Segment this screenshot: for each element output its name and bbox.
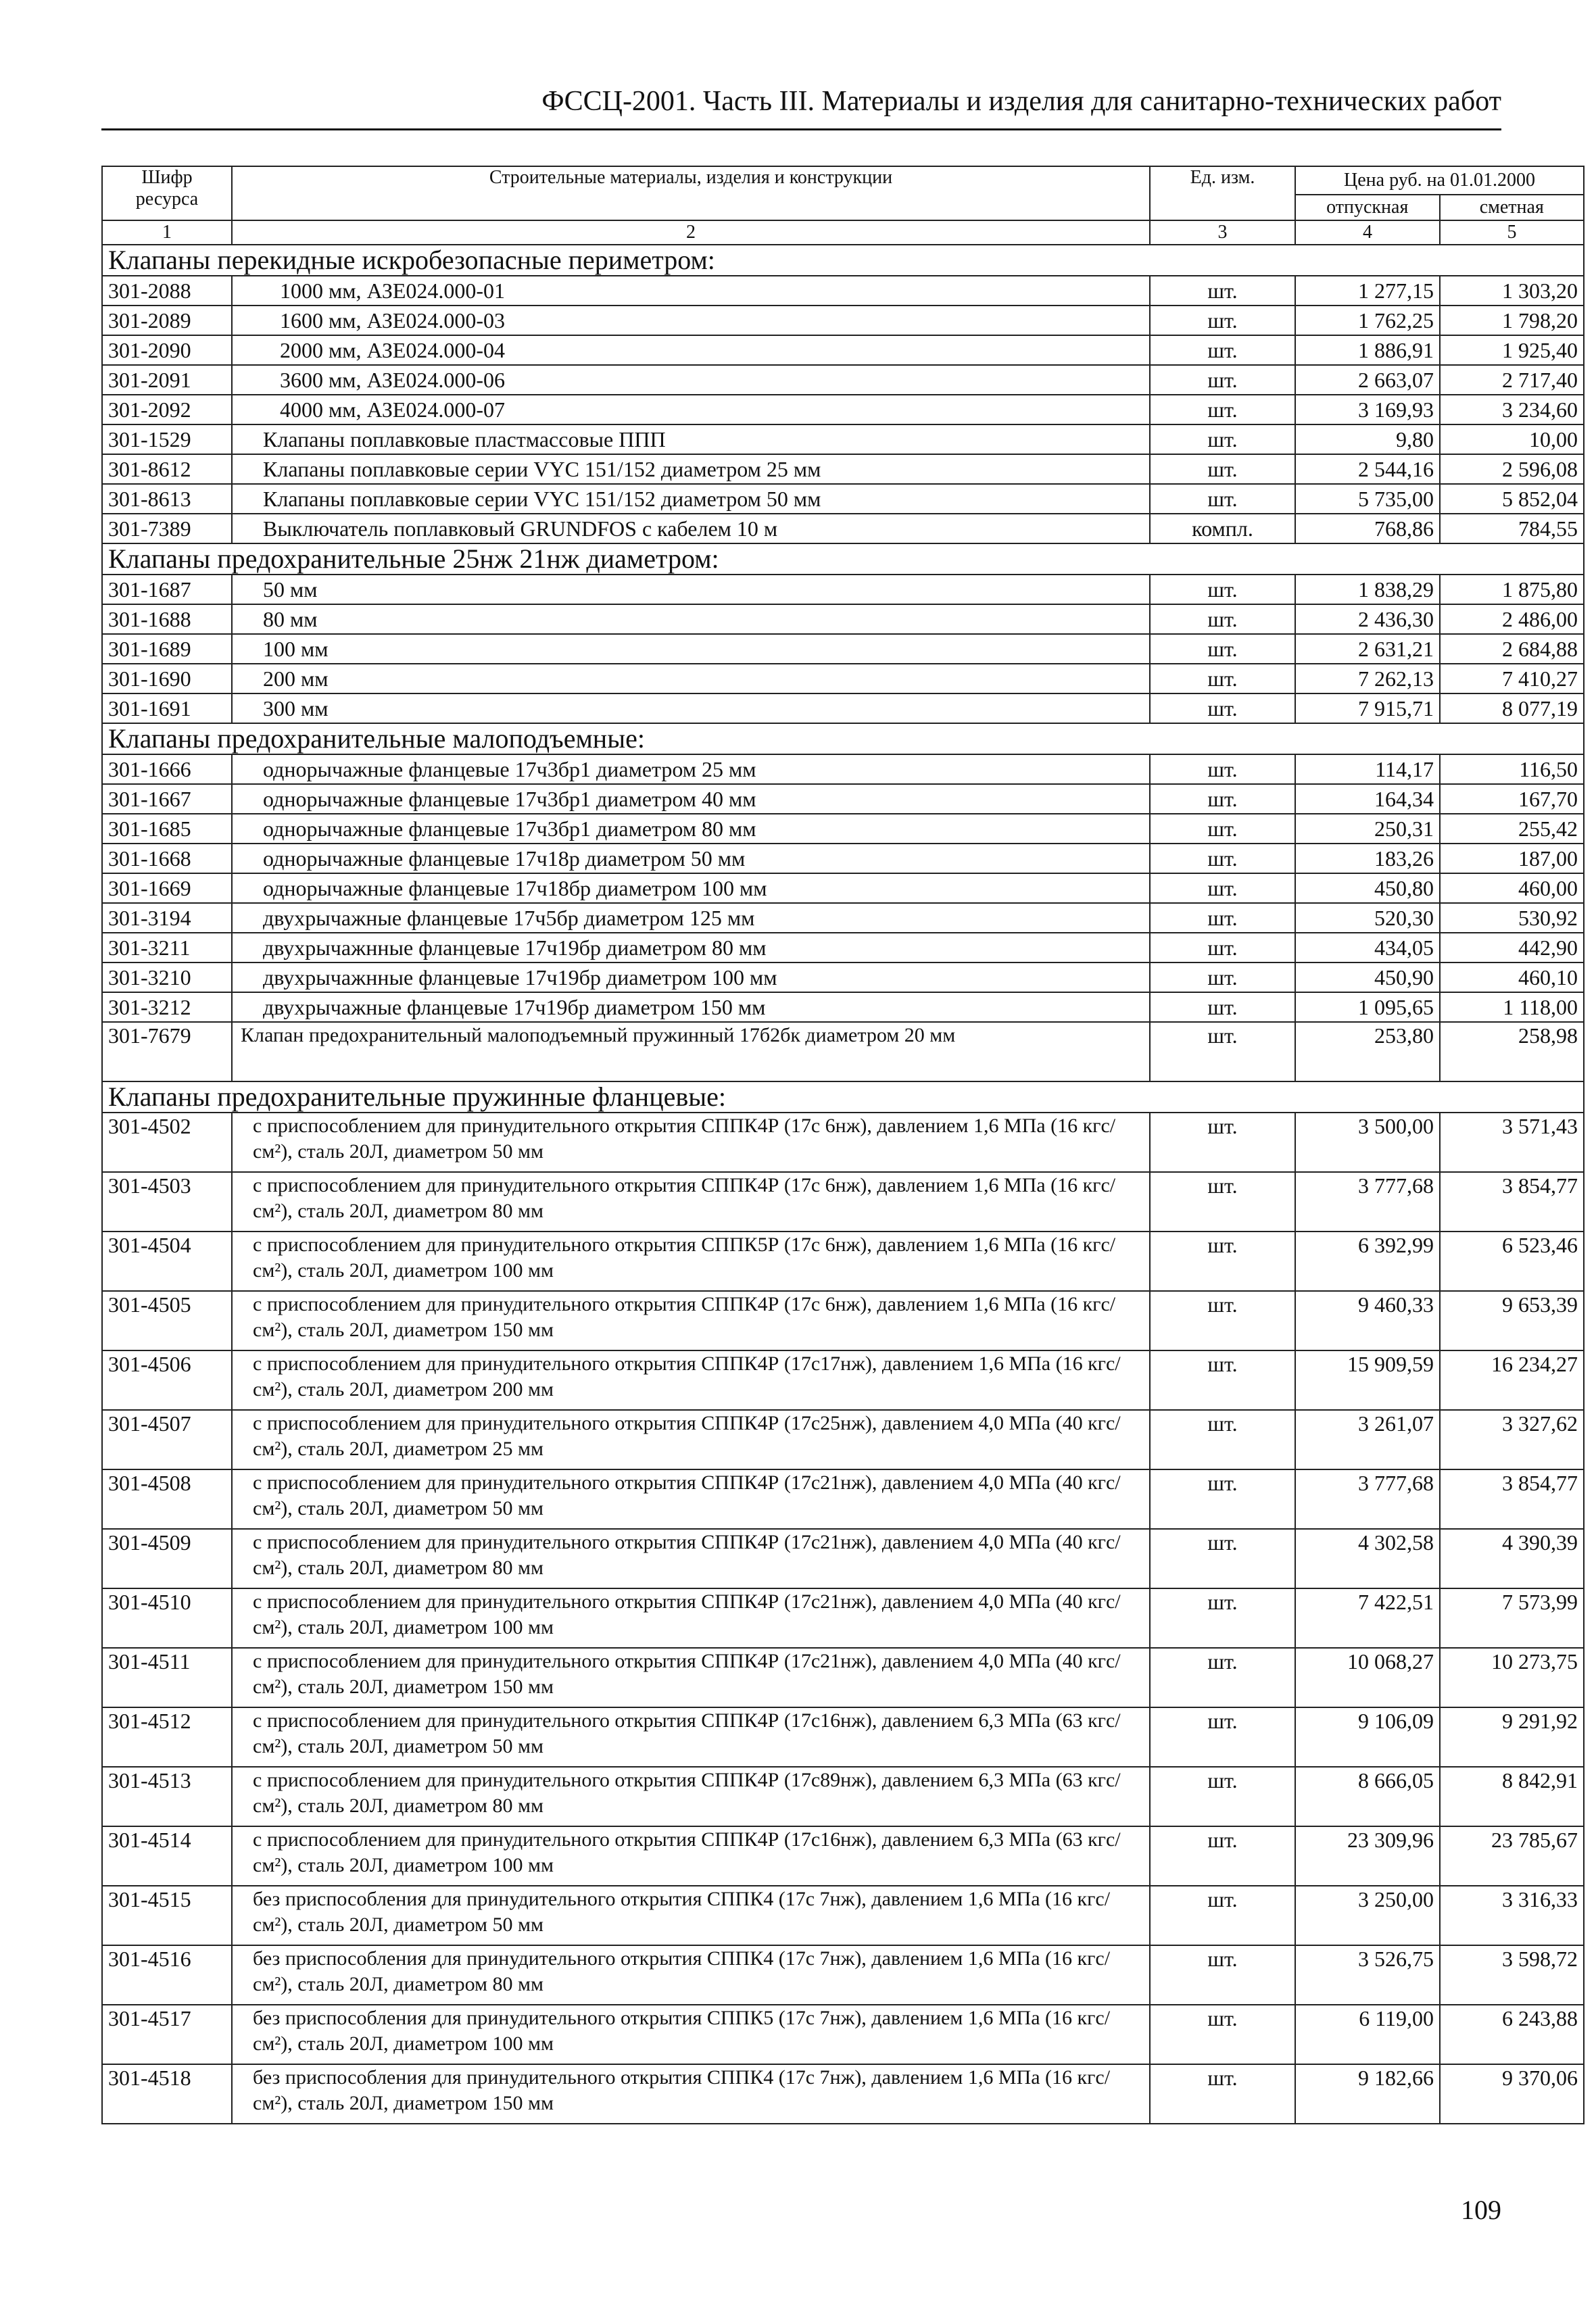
estimate-price: 530,92	[1440, 903, 1584, 933]
material-name: Клапаны поплавковые серии VYC 151/152 диаметром 50 мм	[232, 484, 1150, 514]
col-header-unit: Ед. изм.	[1150, 166, 1295, 220]
col-number: 4	[1295, 220, 1440, 245]
material-name: однорычажные фланцевые 17ч3бр1 диаметром 40 мм	[232, 784, 1150, 814]
resource-code: 301-4513	[102, 1767, 232, 1826]
unit-of-measure: шт.	[1150, 1648, 1295, 1707]
release-price: 253,80	[1295, 1022, 1440, 1081]
estimate-price: 2 684,88	[1440, 634, 1584, 664]
table-row	[102, 1410, 1584, 1469]
table-row	[102, 1886, 1584, 1945]
unit-of-measure: шт.	[1150, 306, 1295, 335]
material-name: 4000 мм, АЗЕ024.000-07	[232, 395, 1150, 424]
material-name: 3600 мм, АЗЕ024.000-06	[232, 365, 1150, 395]
resource-code: 301-1691	[102, 693, 232, 723]
table-row	[102, 1529, 1584, 1588]
col-number: 5	[1440, 220, 1584, 245]
material-name: с приспособлением для принудительного открытия СППК4Р (17с21нж), давлением 4,0 МПа (40 кгс/см²), сталь 20Л, диаметром 80 мм	[232, 1529, 1150, 1588]
material-name: двухрычажные фланцевые 17ч5бр диаметром 125 мм	[232, 903, 1150, 933]
table-row	[102, 784, 1584, 814]
table-row	[102, 1469, 1584, 1529]
table-row	[102, 1172, 1584, 1232]
release-price: 1 762,25	[1295, 306, 1440, 335]
material-name: однорычажные фланцевые 17ч18бр диаметром 100 мм	[232, 873, 1150, 903]
release-price: 3 169,93	[1295, 395, 1440, 424]
unit-of-measure: шт.	[1150, 1469, 1295, 1529]
unit-of-measure: шт.	[1150, 335, 1295, 365]
estimate-price: 3 854,77	[1440, 1469, 1584, 1529]
unit-of-measure: шт.	[1150, 424, 1295, 454]
unit-of-measure: шт.	[1150, 962, 1295, 992]
table-row	[102, 1826, 1584, 1886]
release-price: 520,30	[1295, 903, 1440, 933]
estimate-price: 2 717,40	[1440, 365, 1584, 395]
col-number: 2	[232, 220, 1150, 245]
unit-of-measure: шт.	[1150, 276, 1295, 306]
unit-of-measure: шт.	[1150, 1350, 1295, 1410]
release-price: 450,90	[1295, 962, 1440, 992]
table-row	[102, 933, 1584, 962]
table-row	[102, 306, 1584, 335]
unit-of-measure: шт.	[1150, 604, 1295, 634]
material-name: с приспособлением для принудительного открытия СППК4Р (17с21нж), давлением 4,0 МПа (40 кгс/см²), сталь 20Л, диаметром 50 мм	[232, 1469, 1150, 1529]
unit-of-measure: шт.	[1150, 1113, 1295, 1172]
release-price: 164,34	[1295, 784, 1440, 814]
material-name: Клапаны поплавковые пластмассовые ППП	[232, 424, 1150, 454]
col-number: 1	[102, 220, 232, 245]
material-name: с приспособлением для принудительного открытия СППК5Р (17с 6нж), давлением 1,6 МПа (16 кгс/см²), сталь 20Л, диаметром 100 мм	[232, 1232, 1150, 1291]
resource-code: 301-4504	[102, 1232, 232, 1291]
table-row	[102, 903, 1584, 933]
resource-code: 301-1689	[102, 634, 232, 664]
release-price: 3 777,68	[1295, 1172, 1440, 1232]
unit-of-measure: шт.	[1150, 1588, 1295, 1648]
resource-code: 301-4510	[102, 1588, 232, 1648]
unit-of-measure: шт.	[1150, 664, 1295, 693]
release-price: 2 544,16	[1295, 454, 1440, 484]
release-price: 183,26	[1295, 844, 1440, 873]
material-name: Клапан предохранительный малоподъемный пружинный 17б2бк диаметром 20 мм	[232, 1022, 1150, 1081]
resource-code: 301-8612	[102, 454, 232, 484]
resource-code: 301-2091	[102, 365, 232, 395]
material-name: с приспособлением для принудительного открытия СППК4Р (17с89нж), давлением 6,3 МПа (63 кгс/см²), сталь 20Л, диаметром 80 мм	[232, 1767, 1150, 1826]
estimate-price: 2 596,08	[1440, 454, 1584, 484]
column-number-row	[102, 220, 1584, 245]
material-name: с приспособлением для принудительного открытия СППК4Р (17с 6нж), давлением 1,6 МПа (16 кгс/см²), сталь 20Л, диаметром 50 мм	[232, 1113, 1150, 1172]
resource-code: 301-4518	[102, 2064, 232, 2124]
unit-of-measure: шт.	[1150, 634, 1295, 664]
table-row	[102, 2064, 1584, 2124]
col-header-estimate-price: сметная	[1479, 197, 1544, 218]
unit-of-measure: шт.	[1150, 1022, 1295, 1081]
estimate-price: 10,00	[1440, 424, 1584, 454]
release-price: 3 250,00	[1295, 1886, 1440, 1945]
material-name: 100 мм	[232, 634, 1150, 664]
material-name: 1600 мм, АЗЕ024.000-03	[232, 306, 1150, 335]
material-name: с приспособлением для принудительного открытия СППК4Р (17с21нж), давлением 4,0 МПа (40 кгс/см²), сталь 20Л, диаметром 100 мм	[232, 1588, 1150, 1648]
resource-code: 301-3210	[102, 962, 232, 992]
material-name: без приспособления для принудительного открытия СППК4 (17с 7нж), давлением 1,6 МПа (16 кгс/см²), сталь 20Л, диаметром 150 мм	[232, 2064, 1150, 2124]
table-row	[102, 276, 1584, 306]
material-name: без приспособления для принудительного открытия СППК4 (17с 7нж), давлением 1,6 МПа (16 кгс/см²), сталь 20Л, диаметром 50 мм	[232, 1886, 1150, 1945]
estimate-price: 3 854,77	[1440, 1172, 1584, 1232]
resource-code: 301-2088	[102, 276, 232, 306]
resource-code: 301-4508	[102, 1469, 232, 1529]
resource-code: 301-2092	[102, 395, 232, 424]
estimate-price: 187,00	[1440, 844, 1584, 873]
estimate-price: 1 798,20	[1440, 306, 1584, 335]
estimate-price: 9 370,06	[1440, 2064, 1584, 2124]
unit-of-measure: компл.	[1150, 514, 1295, 543]
estimate-price: 7 410,27	[1440, 664, 1584, 693]
estimate-price: 8 842,91	[1440, 1767, 1584, 1826]
release-price: 5 735,00	[1295, 484, 1440, 514]
table-row	[102, 514, 1584, 543]
unit-of-measure: шт.	[1150, 2064, 1295, 2124]
material-name: двухрычажнные фланцевые 17ч19бр диаметром 100 мм	[232, 962, 1150, 992]
resource-code: 301-4507	[102, 1410, 232, 1469]
page-number: 109	[1461, 2195, 1501, 2225]
table-row	[102, 1648, 1584, 1707]
material-name: без приспособления для принудительного открытия СППК4 (17с 7нж), давлением 1,6 МПа (16 кгс/см²), сталь 20Л, диаметром 80 мм	[232, 1945, 1150, 2005]
resource-code: 301-4502	[102, 1113, 232, 1172]
table-row	[102, 814, 1584, 844]
unit-of-measure: шт.	[1150, 395, 1295, 424]
table-row	[102, 992, 1584, 1022]
unit-of-measure: шт.	[1150, 1767, 1295, 1826]
estimate-price: 258,98	[1440, 1022, 1584, 1081]
unit-of-measure: шт.	[1150, 1291, 1295, 1350]
release-price: 2 436,30	[1295, 604, 1440, 634]
section-header-row	[102, 1081, 1584, 1113]
release-price: 4 302,58	[1295, 1529, 1440, 1588]
estimate-price: 460,10	[1440, 962, 1584, 992]
col-header-name: Строительные материалы, изделия и конструкции	[232, 166, 1150, 220]
unit-of-measure: шт.	[1150, 1826, 1295, 1886]
release-price: 9 460,33	[1295, 1291, 1440, 1350]
release-price: 768,86	[1295, 514, 1440, 543]
estimate-price: 3 316,33	[1440, 1886, 1584, 1945]
material-name: однорычажные фланцевые 17ч18р диаметром 50 мм	[232, 844, 1150, 873]
release-price: 7 262,13	[1295, 664, 1440, 693]
estimate-price: 255,42	[1440, 814, 1584, 844]
material-name: с приспособлением для принудительного открытия СППК4Р (17с 6нж), давлением 1,6 МПа (16 кгс/см²), сталь 20Л, диаметром 80 мм	[232, 1172, 1150, 1232]
resource-code: 301-1529	[102, 424, 232, 454]
resource-code: 301-8613	[102, 484, 232, 514]
col-header-code: Шифр ресурса	[102, 166, 232, 220]
release-price: 1 886,91	[1295, 335, 1440, 365]
material-name: с приспособлением для принудительного открытия СППК4Р (17с16нж), давлением 6,3 МПа (63 кгс/см²), сталь 20Л, диаметром 50 мм	[232, 1707, 1150, 1767]
estimate-price: 4 390,39	[1440, 1529, 1584, 1588]
material-name: двухрычажные фланцевые 17ч19бр диаметром 150 мм	[232, 992, 1150, 1022]
header-rule	[101, 128, 1501, 130]
unit-of-measure: шт.	[1150, 992, 1295, 1022]
table-row	[102, 2005, 1584, 2064]
table-row	[102, 754, 1584, 784]
table-row	[102, 365, 1584, 395]
estimate-price: 5 852,04	[1440, 484, 1584, 514]
section-header-row	[102, 723, 1584, 754]
unit-of-measure: шт.	[1150, 575, 1295, 604]
resource-code: 301-7389	[102, 514, 232, 543]
estimate-price: 460,00	[1440, 873, 1584, 903]
resource-code: 301-1668	[102, 844, 232, 873]
unit-of-measure: шт.	[1150, 844, 1295, 873]
release-price: 450,80	[1295, 873, 1440, 903]
material-name: 1000 мм, АЗЕ024.000-01	[232, 276, 1150, 306]
release-price: 9 182,66	[1295, 2064, 1440, 2124]
table-row	[102, 693, 1584, 723]
estimate-price: 3 598,72	[1440, 1945, 1584, 2005]
material-name: 300 мм	[232, 693, 1150, 723]
release-price: 3 777,68	[1295, 1469, 1440, 1529]
release-price: 8 666,05	[1295, 1767, 1440, 1826]
resource-code: 301-3211	[102, 933, 232, 962]
unit-of-measure: шт.	[1150, 1529, 1295, 1588]
release-price: 3 261,07	[1295, 1410, 1440, 1469]
resource-code: 301-1688	[102, 604, 232, 634]
unit-of-measure: шт.	[1150, 1945, 1295, 2005]
resource-code: 301-1685	[102, 814, 232, 844]
col-header-price-title: Цена руб. на 01.01.2000	[1296, 167, 1583, 195]
material-name: с приспособлением для принудительного открытия СППК4Р (17с17нж), давлением 1,6 МПа (16 кгс/см²), сталь 20Л, диаметром 200 мм	[232, 1350, 1150, 1410]
estimate-price: 23 785,67	[1440, 1826, 1584, 1886]
resource-code: 301-4512	[102, 1707, 232, 1767]
section-title: Клапаны предохранительные малоподъемные:	[102, 723, 1584, 754]
material-name: однорычажные фланцевые 17ч3бр1 диаметром 25 мм	[232, 754, 1150, 784]
col-header-price	[1295, 166, 1584, 220]
table-row	[102, 962, 1584, 992]
resource-code: 301-1690	[102, 664, 232, 693]
section-title: Клапаны перекидные искробезопасные периметром:	[102, 245, 1584, 276]
unit-of-measure: шт.	[1150, 1707, 1295, 1767]
table-row	[102, 1588, 1584, 1648]
resource-code: 301-4511	[102, 1648, 232, 1707]
estimate-price: 1 303,20	[1440, 276, 1584, 306]
table-row	[102, 1767, 1584, 1826]
estimate-price: 3 571,43	[1440, 1113, 1584, 1172]
table-row	[102, 1707, 1584, 1767]
table-row	[102, 1232, 1584, 1291]
material-name: Выключатель поплавковый GRUNDFOS с кабелем 10 м	[232, 514, 1150, 543]
table-row	[102, 1945, 1584, 2005]
estimate-price: 3 327,62	[1440, 1410, 1584, 1469]
material-name: однорычажные фланцевые 17ч3бр1 диаметром 80 мм	[232, 814, 1150, 844]
table-row	[102, 604, 1584, 634]
estimate-price: 442,90	[1440, 933, 1584, 962]
table-row	[102, 1291, 1584, 1350]
section-title: Клапаны предохранительные пружинные фланцевые:	[102, 1081, 1584, 1113]
unit-of-measure: шт.	[1150, 754, 1295, 784]
table-row	[102, 1022, 1584, 1081]
resource-code: 301-4509	[102, 1529, 232, 1588]
estimate-price: 167,70	[1440, 784, 1584, 814]
resource-code: 301-2090	[102, 335, 232, 365]
estimate-price: 1 118,00	[1440, 992, 1584, 1022]
table-row	[102, 1113, 1584, 1172]
table-row	[102, 575, 1584, 604]
resource-code: 301-1687	[102, 575, 232, 604]
resource-code: 301-1666	[102, 754, 232, 784]
material-name: 80 мм	[232, 604, 1150, 634]
table-header-row	[102, 166, 1584, 220]
release-price: 9 106,09	[1295, 1707, 1440, 1767]
unit-of-measure: шт.	[1150, 365, 1295, 395]
material-name: Клапаны поплавковые серии VYC 151/152 диаметром 25 мм	[232, 454, 1150, 484]
unit-of-measure: шт.	[1150, 1886, 1295, 1945]
table-row	[102, 424, 1584, 454]
estimate-price: 8 077,19	[1440, 693, 1584, 723]
estimate-price: 1 925,40	[1440, 335, 1584, 365]
material-name: 200 мм	[232, 664, 1150, 693]
material-name: 50 мм	[232, 575, 1150, 604]
unit-of-measure: шт.	[1150, 784, 1295, 814]
price-table	[101, 166, 1585, 2124]
unit-of-measure: шт.	[1150, 2005, 1295, 2064]
unit-of-measure: шт.	[1150, 693, 1295, 723]
release-price: 3 500,00	[1295, 1113, 1440, 1172]
resource-code: 301-4516	[102, 1945, 232, 2005]
release-price: 10 068,27	[1295, 1648, 1440, 1707]
unit-of-measure: шт.	[1150, 484, 1295, 514]
release-price: 9,80	[1295, 424, 1440, 454]
estimate-price: 3 234,60	[1440, 395, 1584, 424]
unit-of-measure: шт.	[1150, 1172, 1295, 1232]
estimate-price: 6 523,46	[1440, 1232, 1584, 1291]
table-row	[102, 335, 1584, 365]
estimate-price: 9 291,92	[1440, 1707, 1584, 1767]
material-name: с приспособлением для принудительного открытия СППК4Р (17с25нж), давлением 4,0 МПа (40 кгс/см²), сталь 20Л, диаметром 25 мм	[232, 1410, 1150, 1469]
release-price: 7 915,71	[1295, 693, 1440, 723]
unit-of-measure: шт.	[1150, 933, 1295, 962]
estimate-price: 9 653,39	[1440, 1291, 1584, 1350]
estimate-price: 116,50	[1440, 754, 1584, 784]
release-price: 1 838,29	[1295, 575, 1440, 604]
resource-code: 301-4503	[102, 1172, 232, 1232]
estimate-price: 7 573,99	[1440, 1588, 1584, 1648]
unit-of-measure: шт.	[1150, 873, 1295, 903]
table-row	[102, 634, 1584, 664]
material-name: без приспособления для принудительного открытия СППК5 (17с 7нж), давлением 1,6 МПа (16 кгс/см²), сталь 20Л, диаметром 100 мм	[232, 2005, 1150, 2064]
table-row	[102, 873, 1584, 903]
resource-code: 301-4514	[102, 1826, 232, 1886]
estimate-price: 6 243,88	[1440, 2005, 1584, 2064]
material-name: двухрычажнные фланцевые 17ч19бр диаметром 80 мм	[232, 933, 1150, 962]
unit-of-measure: шт.	[1150, 454, 1295, 484]
resource-code: 301-4517	[102, 2005, 232, 2064]
resource-code: 301-4505	[102, 1291, 232, 1350]
section-title: Клапаны предохранительные 25нж 21нж диаметром:	[102, 543, 1584, 575]
running-header: ФССЦ-2001. Часть III. Материалы и изделия для санитарно-технических работ	[541, 86, 1501, 117]
resource-code: 301-3194	[102, 903, 232, 933]
section-header-row	[102, 543, 1584, 575]
unit-of-measure: шт.	[1150, 903, 1295, 933]
release-price: 2 663,07	[1295, 365, 1440, 395]
release-price: 6 119,00	[1295, 2005, 1440, 2064]
table-row	[102, 395, 1584, 424]
release-price: 114,17	[1295, 754, 1440, 784]
resource-code: 301-2089	[102, 306, 232, 335]
release-price: 6 392,99	[1295, 1232, 1440, 1291]
release-price: 250,31	[1295, 814, 1440, 844]
resource-code: 301-1669	[102, 873, 232, 903]
unit-of-measure: шт.	[1150, 1232, 1295, 1291]
resource-code: 301-1667	[102, 784, 232, 814]
material-name: с приспособлением для принудительного открытия СППК4Р (17с16нж), давлением 6,3 МПа (63 кгс/см²), сталь 20Л, диаметром 100 мм	[232, 1826, 1150, 1886]
material-name: 2000 мм, АЗЕ024.000-04	[232, 335, 1150, 365]
material-name: с приспособлением для принудительного открытия СППК4Р (17с21нж), давлением 4,0 МПа (40 кгс/см²), сталь 20Л, диаметром 150 мм	[232, 1648, 1150, 1707]
release-price: 15 909,59	[1295, 1350, 1440, 1410]
col-number: 3	[1150, 220, 1295, 245]
unit-of-measure: шт.	[1150, 1410, 1295, 1469]
resource-code: 301-4515	[102, 1886, 232, 1945]
resource-code: 301-3212	[102, 992, 232, 1022]
resource-code: 301-4506	[102, 1350, 232, 1410]
release-price: 7 422,51	[1295, 1588, 1440, 1648]
estimate-price: 16 234,27	[1440, 1350, 1584, 1410]
section-header-row	[102, 245, 1584, 276]
col-header-release-price: отпускная	[1296, 195, 1441, 220]
table-row	[102, 1350, 1584, 1410]
estimate-price: 1 875,80	[1440, 575, 1584, 604]
release-price: 23 309,96	[1295, 1826, 1440, 1886]
material-name: с приспособлением для принудительного открытия СППК4Р (17с 6нж), давлением 1,6 МПа (16 кгс/см²), сталь 20Л, диаметром 150 мм	[232, 1291, 1150, 1350]
table-row	[102, 844, 1584, 873]
estimate-price: 784,55	[1440, 514, 1584, 543]
resource-code: 301-7679	[102, 1022, 232, 1081]
release-price: 434,05	[1295, 933, 1440, 962]
release-price: 3 526,75	[1295, 1945, 1440, 2005]
table-row	[102, 454, 1584, 484]
estimate-price: 2 486,00	[1440, 604, 1584, 634]
release-price: 1 277,15	[1295, 276, 1440, 306]
unit-of-measure: шт.	[1150, 814, 1295, 844]
estimate-price: 10 273,75	[1440, 1648, 1584, 1707]
table-row	[102, 664, 1584, 693]
table-row	[102, 484, 1584, 514]
release-price: 1 095,65	[1295, 992, 1440, 1022]
release-price: 2 631,21	[1295, 634, 1440, 664]
